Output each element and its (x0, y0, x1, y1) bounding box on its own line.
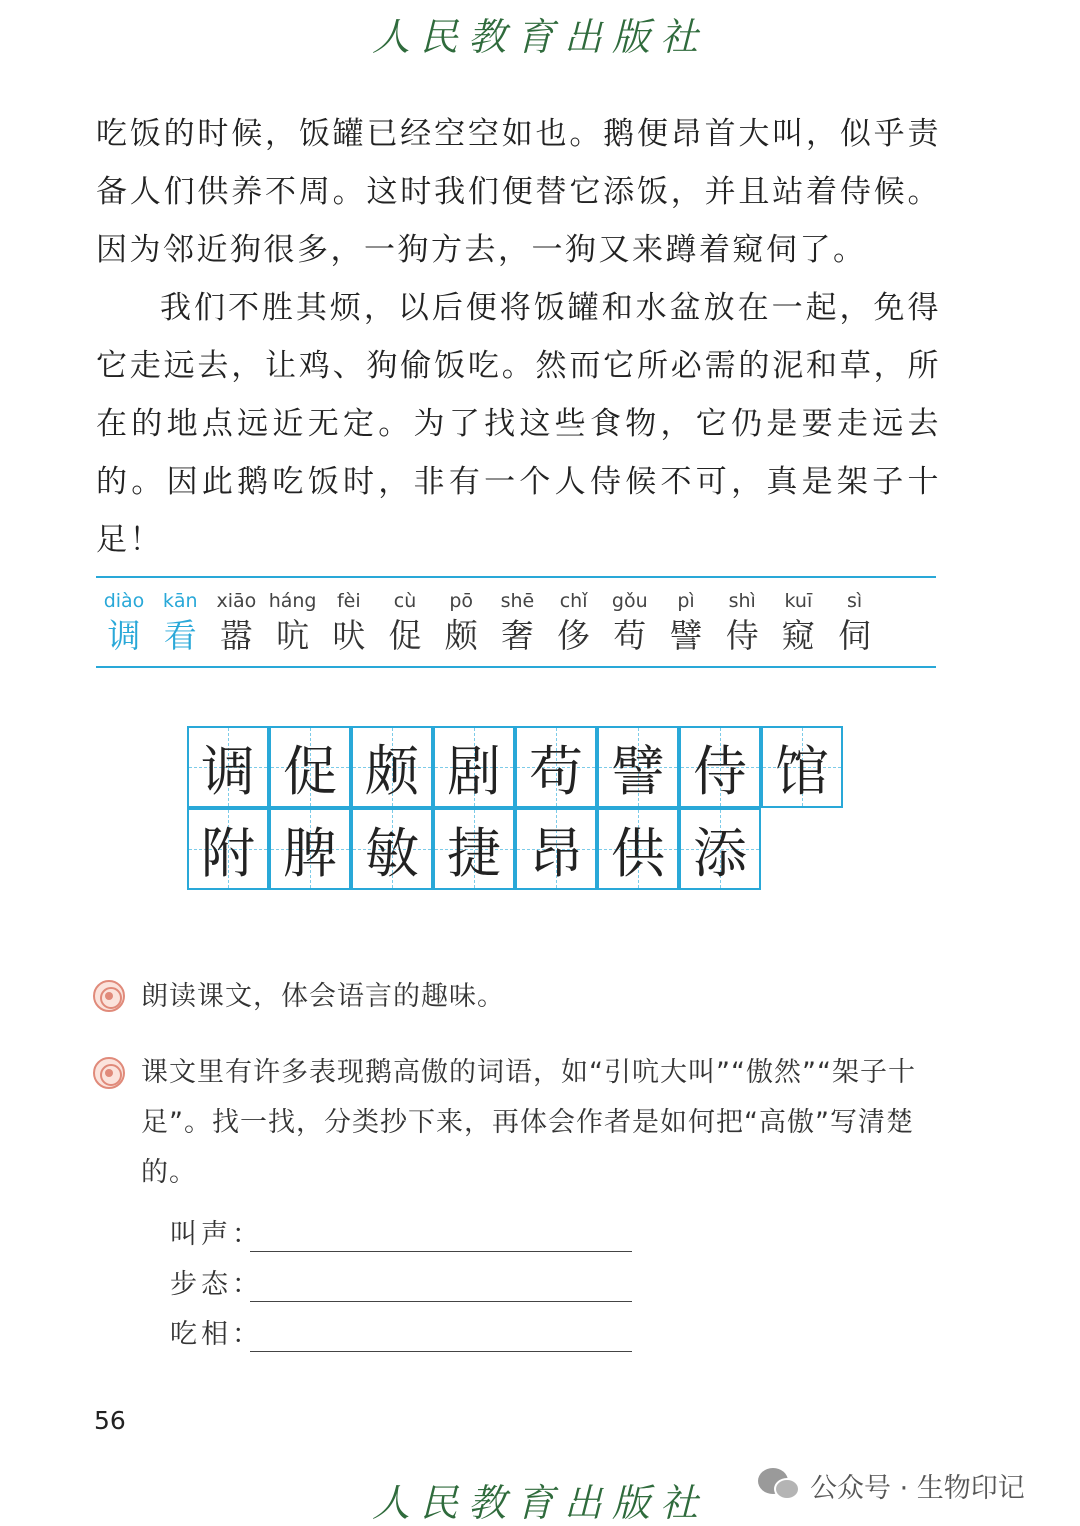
grid-character: 调 (201, 739, 255, 803)
grid-character: 剧 (447, 739, 501, 803)
hanzi-text: 吠 (332, 616, 366, 655)
grid-cell (351, 726, 433, 808)
grid-character: 昂 (529, 821, 583, 885)
grid-cell (679, 808, 761, 890)
fill-in-label: 吃相： (170, 1319, 263, 1350)
grid-character: 脾 (283, 821, 337, 885)
grid-character: 颇 (365, 739, 419, 803)
watermark-text: 公众号 · 生物印记 (810, 1473, 1025, 1504)
pinyin-item (265, 588, 321, 658)
pinyin-text: sì (847, 590, 863, 612)
hanzi-text: 吭 (276, 616, 310, 655)
grid-cell (433, 726, 515, 808)
grid-character: 供 (611, 821, 665, 885)
pinyin-text: cù (393, 590, 417, 612)
pinyin-item (602, 588, 658, 658)
hanzi-text: 调 (107, 616, 141, 655)
hanzi-text: 看 (163, 616, 197, 655)
pinyin-item (714, 588, 770, 658)
pinyin-text: shē (500, 590, 535, 612)
grid-cell (187, 726, 269, 808)
fill-in-blank[interactable] (250, 1251, 632, 1252)
hanzi-text: 伺 (838, 616, 872, 655)
pinyin-item (377, 588, 433, 658)
grid-cell (433, 808, 515, 890)
pinyin-vocabulary-box (96, 576, 936, 668)
grid-character: 添 (693, 821, 747, 885)
exercise-marker-icon (93, 1057, 125, 1089)
grid-cell (187, 808, 269, 890)
fill-in-blank[interactable] (250, 1301, 632, 1302)
pinyin-item (208, 588, 264, 658)
page-number: 56 (94, 1406, 126, 1435)
publisher-logo-bottom: 人民教育出版社 (371, 1481, 708, 1525)
grid-character: 譬 (611, 739, 665, 803)
hanzi-text: 颇 (444, 616, 478, 655)
pinyin-text: kuī (784, 590, 813, 612)
publisher-logo-top: 人民教育出版社 (371, 15, 708, 59)
pinyin-item (658, 588, 714, 658)
hanzi-text: 嚣 (219, 616, 253, 655)
pinyin-item (96, 588, 152, 658)
pinyin-item (433, 588, 489, 658)
grid-character: 附 (201, 821, 255, 885)
pinyin-text: pì (677, 590, 695, 612)
grid-cell (351, 808, 433, 890)
grid-cell (597, 808, 679, 890)
fill-in-label: 叫声： (170, 1219, 263, 1250)
pinyin-text: xiāo (216, 590, 257, 612)
grid-cell (761, 726, 843, 808)
paragraph-2: 我们不胜其烦，以后便将饭罐和水盆放在一起，免得它走远去，让鸡、狗偷饭吃。然而它所必需的泥和草，所在的地点远近无定。为了找这些食物，它仍是要走远去的。因此鹅吃饭时，非有一个人侍候不可，真是架子十足！ (96, 290, 941, 558)
hanzi-text: 窥 (781, 616, 815, 655)
watermark (758, 1466, 1025, 1505)
pinyin-item (546, 588, 602, 658)
pinyin-item (152, 588, 208, 658)
pinyin-text: háng (268, 590, 317, 612)
grid-character: 苟 (529, 739, 583, 803)
pinyin-item (489, 588, 545, 658)
pinyin-text: gǒu (611, 590, 648, 612)
hanzi-text: 促 (388, 616, 422, 655)
hanzi-text: 侍 (725, 616, 759, 655)
exercise-2: 课文里有许多表现鹅高傲的词语，如“引吭大叫”“傲然”“架子十足”。找一找，分类抄下来，再体会作者是如何把“高傲”写清楚的。 (141, 1057, 916, 1188)
grid-cell (515, 808, 597, 890)
pinyin-text: fèi (336, 590, 361, 612)
pinyin-text: shì (728, 590, 756, 612)
hanzi-text: 侈 (557, 616, 591, 655)
pinyin-text: chǐ (559, 590, 588, 612)
exercise-marker-icon (93, 980, 125, 1012)
pinyin-item (827, 588, 883, 658)
exercise-1: 朗读课文，体会语言的趣味。 (141, 981, 505, 1012)
grid-cell (597, 726, 679, 808)
wechat-icon (758, 1468, 802, 1504)
paragraph-1: 吃饭的时候，饭罐已经空空如也。鹅便昂首大叫，似乎责备人们供养不周。这时我们便替它添饭，并且站着侍候。因为邻近狗很多，一狗方去，一狗又来蹲着窥伺了。 (96, 116, 941, 268)
pinyin-text: pō (449, 590, 474, 612)
hanzi-text: 奢 (500, 616, 534, 655)
grid-cell (679, 726, 761, 808)
grid-character: 敏 (365, 821, 419, 885)
hanzi-text: 譬 (669, 616, 703, 655)
grid-character: 捷 (447, 821, 501, 885)
hanzi-text: 苟 (613, 616, 647, 655)
fill-in-blank[interactable] (250, 1351, 632, 1352)
pinyin-text: diào (103, 590, 145, 612)
pinyin-text: kān (162, 590, 198, 612)
grid-cell (269, 808, 351, 890)
fill-in-label: 步态： (170, 1269, 263, 1300)
pinyin-item (770, 588, 826, 658)
grid-character: 促 (283, 739, 337, 803)
grid-character: 侍 (693, 739, 747, 803)
grid-character: 馆 (775, 739, 829, 803)
pinyin-item (321, 588, 377, 658)
grid-cell (515, 726, 597, 808)
grid-cell (269, 726, 351, 808)
